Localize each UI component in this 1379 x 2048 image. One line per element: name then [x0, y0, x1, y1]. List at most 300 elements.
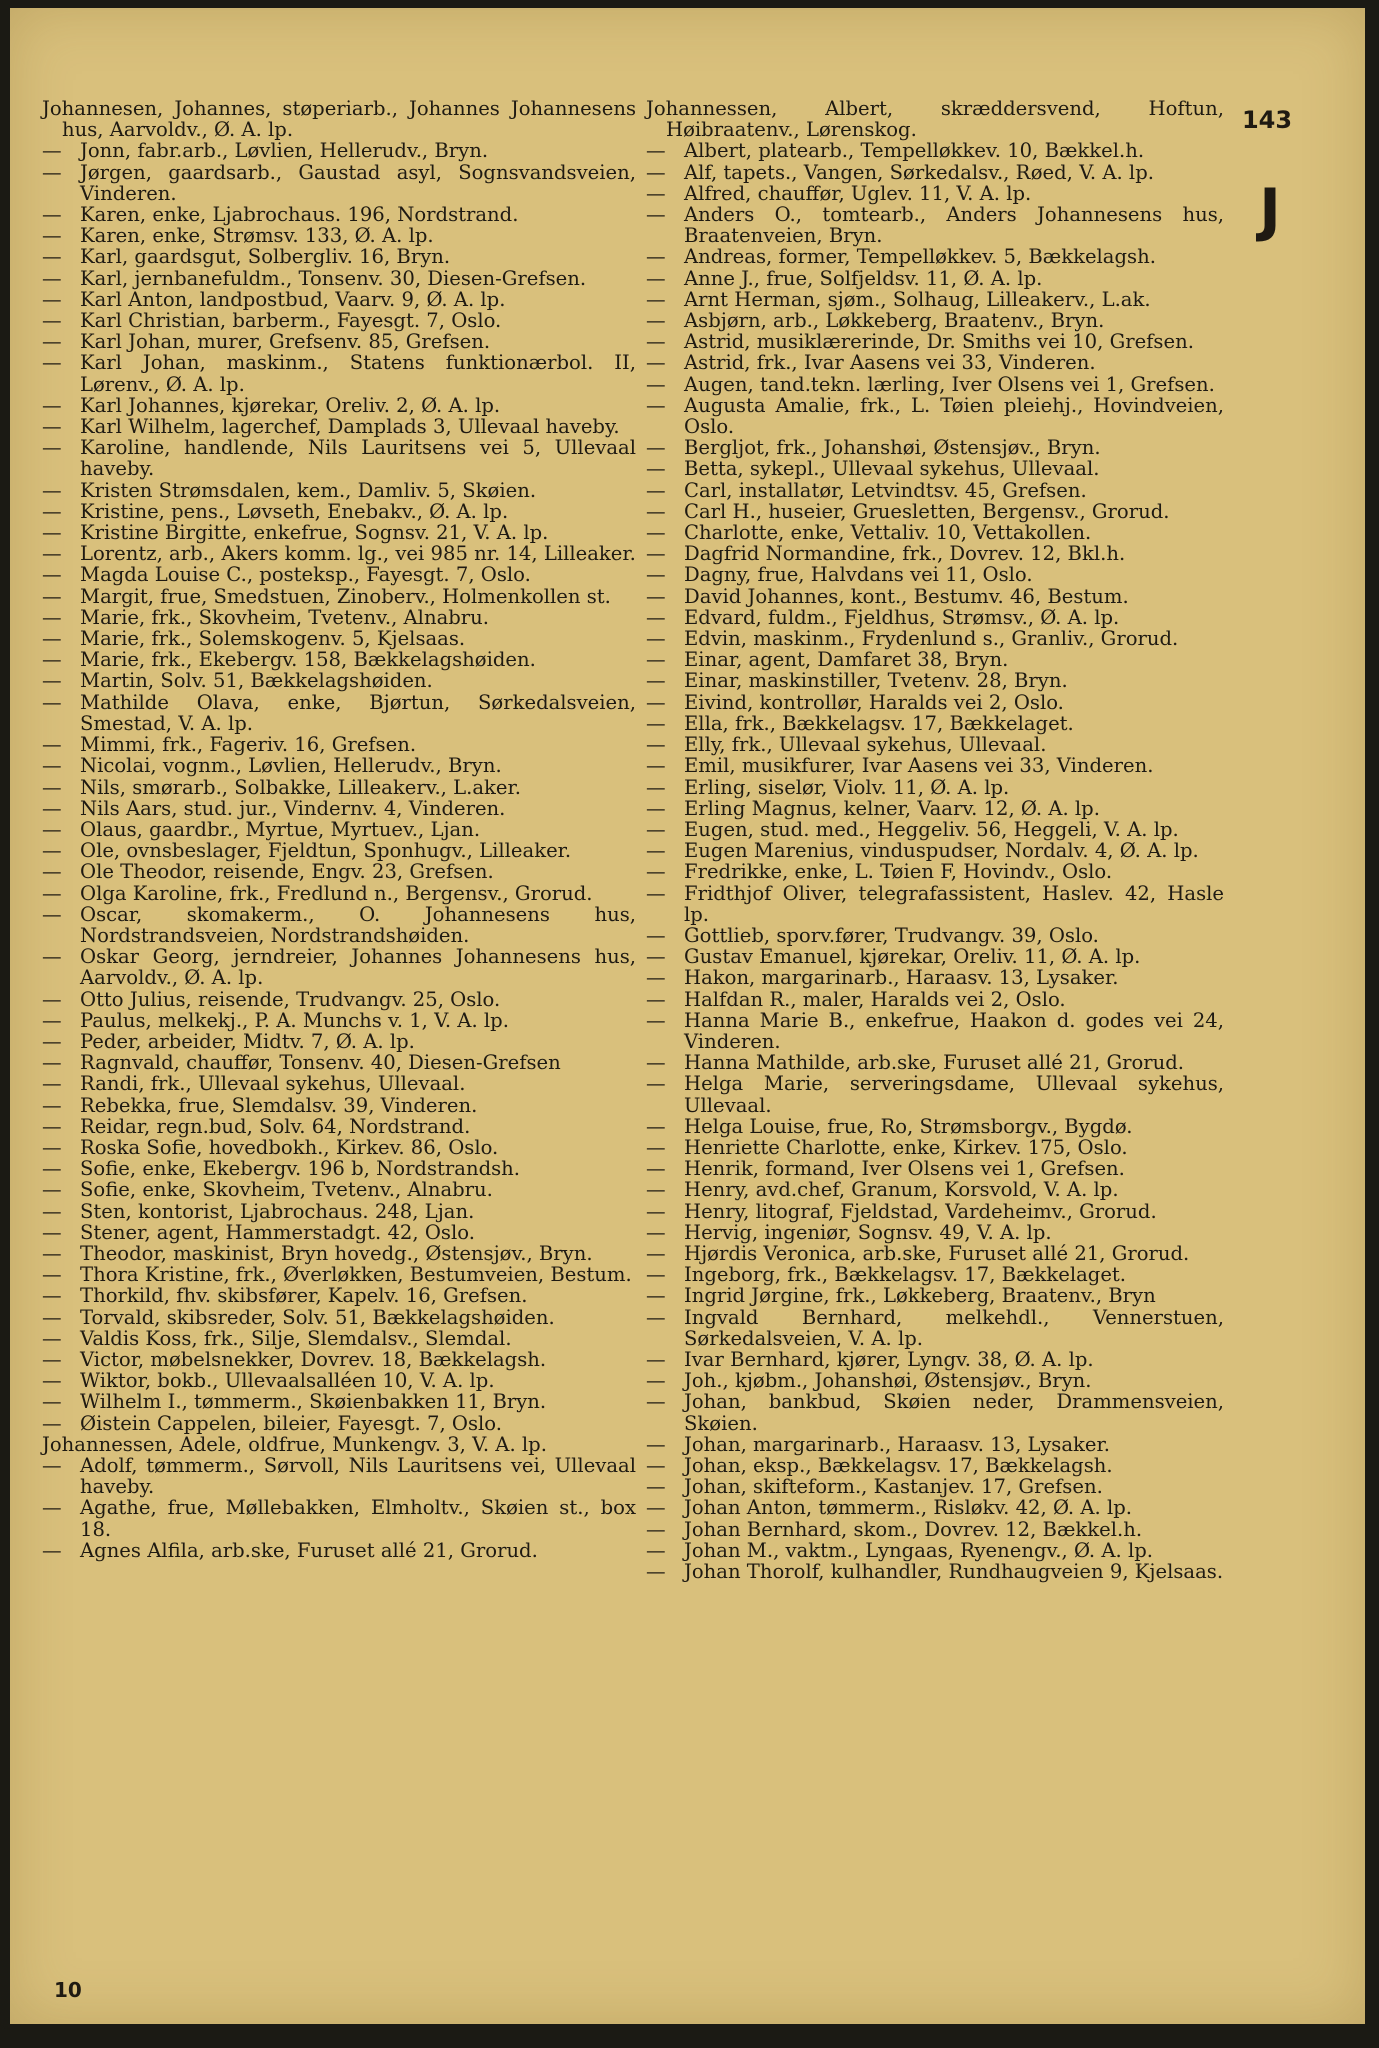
directory-entry — [646, 925, 1224, 946]
ditto-dash: — — [646, 478, 666, 502]
left-column — [42, 98, 636, 1561]
entry-text: Andreas, former, Tempelløkkev. 5, Bækkelagsh. — [684, 245, 1156, 269]
ditto-dash: — — [646, 330, 666, 354]
directory-entry — [42, 289, 636, 310]
entry-text: Marie, frk., Ekebergv. 158, Bækkelagshøiden. — [80, 648, 536, 672]
ditto-dash: — — [646, 605, 666, 629]
directory-entry — [42, 692, 636, 734]
entry-text: Kristine Birgitte, enkefrue, Sognsv. 21, V. A. lp. — [80, 521, 549, 545]
ditto-dash: — — [42, 775, 62, 799]
directory-entry — [646, 310, 1224, 331]
entry-text: Johan, skifteform., Kastanjev. 17, Grefsen. — [684, 1475, 1103, 1499]
ditto-dash: — — [646, 796, 666, 820]
directory-entry — [42, 1455, 636, 1497]
directory-entry — [646, 395, 1224, 437]
ditto-dash: — — [646, 203, 666, 227]
directory-entry — [646, 437, 1224, 458]
ditto-dash: — — [42, 584, 62, 608]
directory-entry — [646, 607, 1224, 628]
ditto-dash: — — [42, 627, 62, 651]
directory-entry — [42, 1137, 636, 1158]
directory-entry — [42, 352, 636, 394]
ditto-dash: — — [646, 839, 666, 863]
entry-text: Otto Julius, reisende, Trudvangv. 25, Oslo. — [80, 987, 501, 1011]
directory-entry — [646, 1179, 1224, 1200]
directory-entry — [42, 1285, 636, 1306]
entry-text: Margit, frue, Smedstuen, Zinoberv., Holmenkollen st. — [80, 584, 611, 608]
directory-entry — [42, 204, 636, 225]
ditto-dash: — — [646, 1390, 666, 1414]
entry-text: Gottlieb, sporv.fører, Trudvangv. 39, Oslo. — [684, 923, 1099, 947]
ditto-dash: — — [42, 1369, 62, 1393]
entry-text: Karoline, handlende, Nils Lauritsens vei 5, Ullevaal haveby. — [80, 436, 636, 481]
ditto-dash: — — [42, 817, 62, 841]
entry-text: Nils Aars, stud. jur., Vindernv. 4, Vinderen. — [80, 796, 506, 820]
ditto-dash: — — [42, 1263, 62, 1287]
entry-text: Eivind, kontrollør, Haralds vei 2, Oslo. — [684, 690, 1064, 714]
ditto-dash: — — [42, 1284, 62, 1308]
surname-entry — [42, 98, 636, 140]
directory-entry — [646, 1434, 1224, 1455]
entry-text: Fredrikke, enke, L. Tøien F, Hovindv., Oslo. — [684, 860, 1113, 884]
ditto-dash: — — [42, 393, 62, 417]
ditto-dash: — — [646, 1008, 666, 1032]
directory-entry — [42, 883, 636, 904]
ditto-dash: — — [646, 1517, 666, 1541]
directory-entry — [646, 755, 1224, 776]
ditto-dash: — — [42, 945, 62, 969]
entry-text: Randi, frk., Ullevaal sykehus, Ullevaal. — [80, 1072, 466, 1096]
ditto-dash: — — [646, 966, 666, 990]
directory-entry — [646, 162, 1224, 183]
entry-text: Augen, tand.tekn. lærling, Iver Olsens vei 1, Grefsen. — [684, 372, 1215, 396]
entry-text: Valdis Koss, frk., Silje, Slemdalsv., Slemdal. — [80, 1326, 512, 1350]
directory-entry — [646, 1561, 1224, 1582]
ditto-dash: — — [646, 690, 666, 714]
entry-text: Fridthjof Oliver, telegrafassistent, Haslev. 42, Hasle lp. — [684, 881, 1224, 926]
entry-text: Carl, installatør, Letvindtsv. 45, Grefsen. — [684, 478, 1087, 502]
directory-entry — [646, 967, 1224, 988]
entry-text: Bergljot, frk., Johanshøi, Østensjøv., Bryn. — [684, 436, 1101, 460]
entry-text: Helga Marie, serveringsdame, Ullevaal sykehus, Ullevaal. — [684, 1072, 1224, 1117]
entry-text: Mimmi, frk., Fageriv. 16, Grefsen. — [80, 733, 417, 757]
ditto-dash: — — [42, 1305, 62, 1329]
entry-text: Einar, maskinstiller, Tvetenv. 28, Bryn. — [684, 669, 1068, 693]
ditto-dash: — — [646, 266, 666, 290]
entry-text: Ivar Bernhard, kjører, Lyngv. 38, Ø. A. lp. — [684, 1347, 1094, 1371]
ditto-dash: — — [646, 1496, 666, 1520]
entry-text: Olaus, gaardbr., Myrtue, Myrtuev., Ljan. — [80, 817, 481, 841]
ditto-dash: — — [42, 1538, 62, 1562]
entry-text: Johan Anton, tømmerm., Risløkv. 42, Ø. A. lp. — [684, 1496, 1132, 1520]
ditto-dash: — — [42, 203, 62, 227]
entry-text: Øistein Cappelen, bileier, Fayesgt. 7, Oslo. — [80, 1411, 502, 1435]
entry-text: Wiktor, bokb., Ullevaalsalléen 10, V. A. lp. — [80, 1369, 495, 1393]
directory-entry — [42, 1116, 636, 1137]
directory-entry — [646, 819, 1224, 840]
entry-text: Alfred, chauffør, Uglev. 11, V. A. lp. — [684, 181, 1032, 205]
ditto-dash: — — [42, 160, 62, 184]
directory-entry — [646, 1137, 1224, 1158]
ditto-dash: — — [646, 1072, 666, 1096]
ditto-dash: — — [42, 1220, 62, 1244]
directory-entry — [646, 204, 1224, 246]
entry-text: Victor, møbelsnekker, Dovrev. 18, Bækkelagsh. — [80, 1347, 547, 1371]
ditto-dash: — — [646, 923, 666, 947]
directory-entry — [42, 522, 636, 543]
directory-entry — [646, 1201, 1224, 1222]
directory-entry — [646, 1052, 1224, 1073]
entry-text: Johannessen, Albert, skræddersvend, Hoftun, Høibraatenv., Lørenskog. — [646, 97, 1224, 142]
directory-entry — [42, 1349, 636, 1370]
directory-entry — [42, 777, 636, 798]
ditto-dash: — — [646, 287, 666, 311]
ditto-dash: — — [646, 1220, 666, 1244]
directory-entry — [42, 1179, 636, 1200]
entry-text: Dagny, frue, Halvdans vei 11, Oslo. — [684, 563, 1033, 587]
directory-entry — [646, 946, 1224, 967]
ditto-dash: — — [646, 1347, 666, 1371]
entry-text: Sofie, enke, Ekebergv. 196 b, Nordstrandsh. — [80, 1157, 521, 1181]
ditto-dash: — — [42, 796, 62, 820]
directory-entry — [646, 501, 1224, 522]
ditto-dash: — — [42, 690, 62, 714]
ditto-dash: — — [646, 245, 666, 269]
directory-entry — [646, 1116, 1224, 1137]
ditto-dash: — — [646, 1199, 666, 1223]
entry-text: Edvin, maskinm., Frydenlund s., Granliv., Grorud. — [684, 627, 1179, 651]
ditto-dash: — — [42, 1411, 62, 1435]
entry-text: Asbjørn, arb., Løkkeberg, Braatenv., Bryn. — [684, 309, 1105, 333]
ditto-dash: — — [646, 1178, 666, 1202]
ditto-dash: — — [646, 775, 666, 799]
directory-entry — [42, 1413, 636, 1434]
ditto-dash: — — [646, 1157, 666, 1181]
ditto-dash: — — [42, 1093, 62, 1117]
entry-text: Henry, avd.chef, Granum, Korsvold, V. A. lp. — [684, 1178, 1119, 1202]
entry-text: Marie, frk., Solemskogenv. 5, Kjelsaas. — [80, 627, 466, 651]
directory-entry — [646, 798, 1224, 819]
entry-text: Ole, ovnsbeslager, Fjeldtun, Sponhugv., Lilleaker. — [80, 839, 572, 863]
ditto-dash: — — [42, 1008, 62, 1032]
entry-text: Oskar Georg, jerndreier, Johannes Johannesens hus, Aarvoldv., Ø. A. lp. — [80, 945, 636, 990]
directory-entry — [42, 395, 636, 416]
directory-entry — [646, 458, 1224, 479]
ditto-dash: — — [42, 1454, 62, 1477]
directory-entry — [42, 798, 636, 819]
entry-text: Rebekka, frue, Slemdalsv. 39, Vinderen. — [80, 1093, 478, 1117]
directory-entry — [646, 713, 1224, 734]
entry-text: Mathilde Olava, enke, Bjørtun, Sørkedalsveien, Smestad, V. A. lp. — [80, 690, 636, 735]
entry-text: Roska Sofie, hovedbokh., Kirkev. 86, Oslo. — [80, 1135, 499, 1159]
entry-text: Edvard, fuldm., Fjeldhus, Strømsv., Ø. A. lp. — [684, 605, 1120, 629]
ditto-dash: — — [646, 351, 666, 375]
ditto-dash: — — [646, 627, 666, 651]
directory-entry — [646, 246, 1224, 267]
entry-text: Hjørdis Veronica, arb.ske, Furuset allé 21, Grorud. — [684, 1241, 1190, 1265]
directory-entry — [42, 331, 636, 352]
ditto-dash: — — [646, 584, 666, 608]
entry-text: Oscar, skomakerm., O. Johannesens hus, Nordstrandsveien, Nordstrandshøiden. — [80, 902, 636, 947]
directory-entry — [646, 1222, 1224, 1243]
entry-text: Anne J., frue, Solfjeldsv. 11, Ø. A. lp. — [684, 266, 1043, 290]
ditto-dash: — — [42, 1241, 62, 1265]
ditto-dash: — — [646, 1263, 666, 1287]
ditto-dash: — — [646, 987, 666, 1011]
entry-text: Halfdan R., maler, Haralds vei 2, Oslo. — [684, 987, 1066, 1011]
directory-entry — [646, 1073, 1224, 1115]
ditto-dash: — — [42, 330, 62, 354]
entry-text: Johan, eksp., Bækkelagsv. 17, Bækkelagsh. — [684, 1454, 1113, 1477]
directory-entry — [646, 564, 1224, 585]
ditto-dash: — — [646, 563, 666, 587]
ditto-dash: — — [646, 1305, 666, 1329]
entry-text: Agnes Alfila, arb.ske, Furuset allé 21, Grorud. — [80, 1538, 538, 1562]
ditto-dash: — — [646, 711, 666, 735]
entry-text: Betta, sykepl., Ullevaal sykehus, Ullevaal. — [684, 457, 1100, 481]
entry-text: Ingvald Bernhard, melkehdl., Vennerstuen, Sørkedalsveien, V. A. lp. — [684, 1305, 1224, 1350]
entry-text: Wilhelm I., tømmerm., Skøienbakken 11, Bryn. — [80, 1390, 547, 1414]
entry-text: Augusta Amalie, frk., L. Tøien pleiehj., Hovindveien, Oslo. — [684, 393, 1224, 439]
directory-entry — [646, 1497, 1224, 1518]
ditto-dash: — — [42, 987, 62, 1011]
directory-entry — [42, 1370, 636, 1391]
ditto-dash: — — [42, 521, 62, 545]
ditto-dash: — — [646, 139, 666, 163]
entry-text: Erling Magnus, kelner, Vaarv. 12, Ø. A. lp. — [684, 796, 1100, 820]
directory-entry — [42, 628, 636, 649]
entry-text: Hanna Mathilde, arb.ske, Furuset allé 21, Grorud. — [684, 1051, 1185, 1075]
entry-text: Johan Thorolf, kulhandler, Rundhaugveien 9, Kjelsaas. — [684, 1560, 1224, 1584]
ditto-dash: — — [42, 478, 62, 502]
ditto-dash: — — [42, 1326, 62, 1350]
directory-entry — [646, 543, 1224, 564]
directory-entry — [42, 1540, 636, 1561]
directory-entry — [42, 1497, 636, 1539]
entry-text: Elly, frk., Ullevaal sykehus, Ullevaal. — [684, 733, 1047, 757]
entry-text: Eugen, stud. med., Heggeliv. 56, Heggeli, V. A. lp. — [684, 817, 1179, 841]
ditto-dash: — — [42, 1199, 62, 1223]
ditto-dash: — — [42, 245, 62, 269]
directory-entry — [646, 777, 1224, 798]
directory-entry — [42, 1391, 636, 1412]
directory-page — [10, 8, 1365, 2024]
entry-text: Johannesen, Johannes, støperiarb., Johannes Johannesens hus, Aarvoldv., Ø. A. lp. — [42, 97, 636, 142]
ditto-dash: — — [42, 881, 62, 905]
directory-entry — [646, 331, 1224, 352]
directory-entry — [646, 649, 1224, 670]
entry-text: Joh., kjøbm., Johanshøi, Østensjøv., Bryn. — [684, 1369, 1092, 1393]
directory-entry — [646, 1264, 1224, 1285]
ditto-dash: — — [42, 436, 62, 460]
directory-entry — [646, 1370, 1224, 1391]
ditto-dash: — — [646, 1454, 666, 1477]
ditto-dash: — — [646, 669, 666, 693]
directory-entry — [646, 840, 1224, 861]
entry-text: Henry, litograf, Fjeldstad, Vardeheimv., Grorud. — [684, 1199, 1157, 1223]
directory-entry — [42, 1073, 636, 1094]
ditto-dash: — — [42, 563, 62, 587]
directory-entry — [42, 607, 636, 628]
ditto-dash: — — [646, 1114, 666, 1138]
directory-entry — [42, 1031, 636, 1052]
entry-text: Helga Louise, frue, Ro, Strømsborgv., Bygdø. — [684, 1114, 1133, 1138]
directory-entry — [42, 989, 636, 1010]
ditto-dash: — — [42, 1496, 62, 1520]
directory-entry — [42, 649, 636, 670]
ditto-dash: — — [646, 1369, 666, 1393]
ditto-dash: — — [646, 521, 666, 545]
directory-entry — [646, 1455, 1224, 1476]
surname-entry — [646, 98, 1224, 140]
entry-text: Karl Johan, maskinm., Statens funktionærbol. II, Lørenv., Ø. A. lp. — [80, 351, 636, 396]
directory-entry — [42, 861, 636, 882]
directory-entry — [42, 246, 636, 267]
entry-text: Adolf, tømmerm., Sørvoll, Nils Lauritsens vei, Ullevaal haveby. — [80, 1454, 636, 1499]
entry-text: Sofie, enke, Skovheim, Tvetenv., Alnabru. — [80, 1178, 493, 1202]
entry-text: Theodor, maskinist, Bryn hovedg., Østensjøv., Bryn. — [80, 1241, 593, 1265]
ditto-dash: — — [646, 457, 666, 481]
ditto-dash: — — [646, 393, 666, 417]
directory-entry — [42, 586, 636, 607]
ditto-dash: — — [646, 945, 666, 969]
entry-text: Karl Johan, murer, Grefsenv. 85, Grefsen. — [80, 330, 491, 354]
entry-text: Henriette Charlotte, enke, Kirkev. 175, Oslo. — [684, 1135, 1128, 1159]
ditto-dash: — — [646, 542, 666, 566]
entry-text: Ingrid Jørgine, frk., Løkkeberg, Braatenv., Bryn — [684, 1284, 1156, 1308]
folio-number: 10 — [54, 1978, 82, 2002]
directory-entry — [646, 522, 1224, 543]
entry-text: Lorentz, arb., Akers komm. lg., vei 985 nr. 14, Lilleaker. — [80, 542, 636, 566]
ditto-dash: — — [646, 372, 666, 396]
directory-entry — [646, 586, 1224, 607]
ditto-dash: — — [42, 415, 62, 439]
directory-entry — [646, 140, 1224, 161]
directory-entry — [646, 289, 1224, 310]
entry-text: Carl H., huseier, Gruesletten, Bergensv., Grorud. — [684, 499, 1170, 523]
directory-entry — [42, 755, 636, 776]
entry-text: Karl Wilhelm, lagerchef, Damplads 3, Ullevaal haveby. — [80, 415, 620, 439]
entry-text: Martin, Solv. 51, Bækkelagshøiden. — [80, 669, 433, 693]
directory-entry — [42, 140, 636, 161]
ditto-dash: — — [646, 1241, 666, 1265]
ditto-dash: — — [646, 754, 666, 778]
entry-text: Peder, arbeider, Midtv. 7, Ø. A. lp. — [80, 1029, 415, 1053]
entry-text: Torvald, skibsreder, Solv. 51, Bækkelagshøiden. — [80, 1305, 555, 1329]
entry-text: Karl, gaardsgut, Solbergliv. 16, Bryn. — [80, 245, 451, 269]
ditto-dash: — — [646, 309, 666, 333]
entry-text: Nils, smørarb., Solbakke, Lilleakerv., L.aker. — [80, 775, 521, 799]
entry-text: Karl Anton, landpostbud, Vaarv. 9, Ø. A. lp. — [80, 287, 506, 311]
ditto-dash: — — [646, 1538, 666, 1562]
directory-entry — [42, 543, 636, 564]
ditto-dash: — — [646, 436, 666, 460]
entry-text: Hakon, margarinarb., Haraasv. 13, Lysaker. — [684, 966, 1119, 990]
ditto-dash: — — [646, 160, 666, 184]
ditto-dash: — — [646, 181, 666, 205]
directory-entry — [646, 1540, 1224, 1561]
ditto-dash: — — [646, 648, 666, 672]
surname-entry — [42, 1434, 636, 1455]
ditto-dash: — — [646, 1284, 666, 1308]
ditto-dash: — — [42, 1029, 62, 1053]
ditto-dash: — — [646, 1051, 666, 1075]
ditto-dash: — — [42, 860, 62, 884]
ditto-dash: — — [646, 881, 666, 905]
directory-entry — [42, 1264, 636, 1285]
entry-text: Karen, enke, Strømsv. 133, Ø. A. lp. — [80, 224, 434, 248]
directory-entry — [42, 946, 636, 988]
entry-text: Karl Christian, barberm., Fayesgt. 7, Oslo. — [80, 309, 502, 333]
entry-text: Jonn, fabr.arb., Løvlien, Hellerudv., Bryn. — [80, 139, 489, 163]
entry-text: Charlotte, enke, Vettaliv. 10, Vettakollen. — [684, 521, 1092, 545]
entry-text: Dagfrid Normandine, frk., Dovrev. 12, Bkl.h. — [684, 542, 1126, 566]
directory-entry — [42, 268, 636, 289]
entry-text: Agathe, frue, Møllebakken, Elmholtv., Skøien st., box 18. — [80, 1496, 636, 1541]
ditto-dash: — — [42, 648, 62, 672]
entry-text: Einar, agent, Damfaret 38, Bryn. — [684, 648, 1009, 672]
directory-entry — [646, 1391, 1224, 1433]
entry-text: Astrid, musiklærerinde, Dr. Smiths vei 10, Grefsen. — [684, 330, 1194, 354]
directory-entry — [42, 310, 636, 331]
ditto-dash: — — [646, 1560, 666, 1584]
directory-entry — [42, 904, 636, 946]
entry-text: Kristine, pens., Løvseth, Enebakv., Ø. A. lp. — [80, 499, 509, 523]
entry-text: Nicolai, vognm., Løvlien, Hellerudv., Bryn. — [80, 754, 502, 778]
directory-entry — [42, 1158, 636, 1179]
entry-text: Hervig, ingeniør, Sognsv. 49, V. A. lp. — [684, 1220, 1052, 1244]
ditto-dash: — — [42, 1157, 62, 1181]
ditto-dash: — — [42, 1390, 62, 1414]
directory-entry — [42, 1010, 636, 1031]
directory-entry — [646, 1010, 1224, 1052]
entry-text: Kristen Strømsdalen, kem., Damliv. 5, Skøien. — [80, 478, 537, 502]
ditto-dash: — — [42, 499, 62, 523]
entry-text: Arnt Herman, sjøm., Solhaug, Lilleakerv., L.ak. — [684, 287, 1151, 311]
directory-entry — [42, 1201, 636, 1222]
ditto-dash: — — [42, 1114, 62, 1138]
directory-entry — [42, 416, 636, 437]
directory-entry — [42, 225, 636, 246]
ditto-dash: — — [42, 309, 62, 333]
directory-entry — [42, 437, 636, 479]
entry-text: Magda Louise C., posteksp., Fayesgt. 7, Oslo. — [80, 563, 531, 587]
ditto-dash: — — [42, 1135, 62, 1159]
ditto-dash: — — [42, 902, 62, 926]
directory-entry — [646, 1243, 1224, 1264]
ditto-dash: — — [646, 817, 666, 841]
directory-entry — [646, 352, 1224, 373]
entry-text: Marie, frk., Skovheim, Tvetenv., Alnabru. — [80, 605, 490, 629]
entry-text: Sten, kontorist, Ljabrochaus. 248, Ljan. — [80, 1199, 475, 1223]
ditto-dash: — — [42, 224, 62, 248]
entry-text: Karl Johannes, kjørekar, Oreliv. 2, Ø. A. lp. — [80, 393, 501, 417]
ditto-dash: — — [42, 839, 62, 863]
directory-entry — [646, 1285, 1224, 1306]
directory-entry — [42, 162, 636, 204]
section-letter: J — [1259, 176, 1281, 244]
entry-text: Alf, tapets., Vangen, Sørkedalsv., Røed, V. A. lp. — [684, 160, 1154, 184]
directory-entry — [646, 268, 1224, 289]
ditto-dash: — — [646, 1475, 666, 1499]
ditto-dash: — — [646, 860, 666, 884]
directory-entry — [42, 819, 636, 840]
directory-entry — [646, 734, 1224, 755]
directory-entry — [42, 501, 636, 522]
directory-entry — [42, 840, 636, 861]
directory-entry — [646, 183, 1224, 204]
entry-text: Paulus, melkekj., P. A. Munchs v. 1, V. A. lp. — [80, 1008, 509, 1032]
